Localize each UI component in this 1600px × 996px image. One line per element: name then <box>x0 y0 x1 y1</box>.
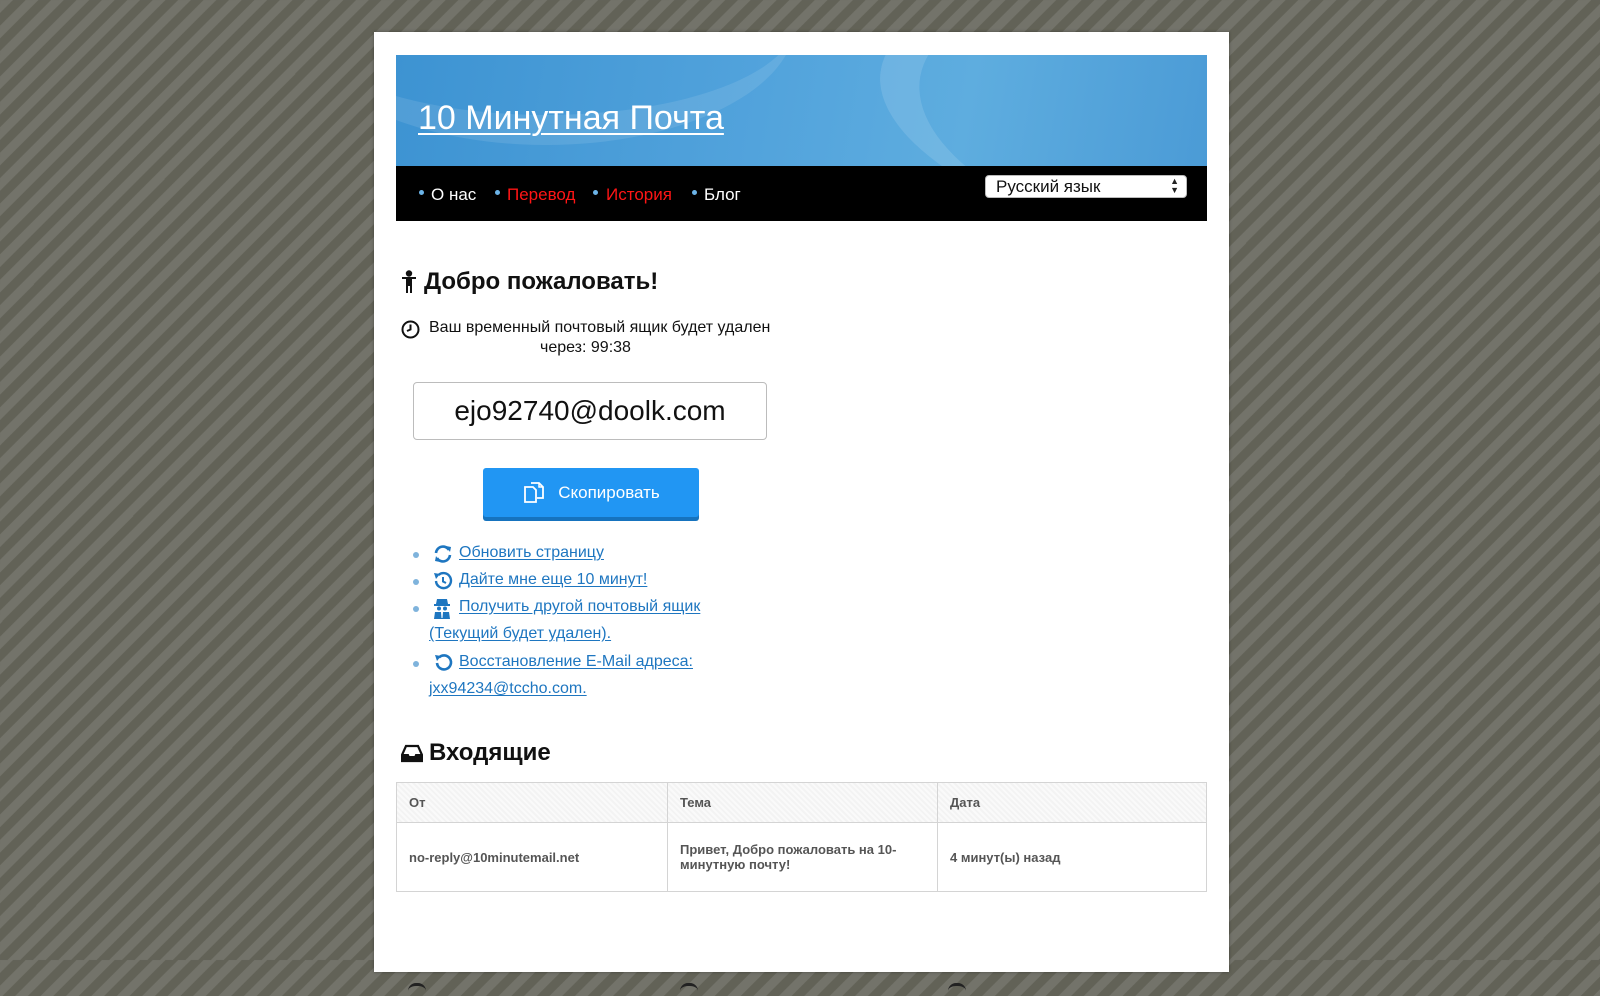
site-header <box>396 55 1207 166</box>
bullet-icon <box>495 190 500 195</box>
welcome-heading <box>400 268 658 296</box>
history-clock-icon <box>432 570 454 592</box>
person-icon <box>400 270 418 294</box>
bullet-icon <box>413 661 419 667</box>
bullet-icon <box>413 579 419 585</box>
partial-icon <box>680 983 698 996</box>
nav-item-about[interactable]: О нас <box>431 185 477 204</box>
recover-email-link[interactable]: Восстановление E-Mail адреса: <box>459 653 693 670</box>
refresh-page-link[interactable]: Обновить страницу <box>459 544 604 561</box>
recover-email-address-link[interactable]: jxx94234@tccho.com. <box>429 680 587 697</box>
inbox-heading <box>401 739 551 767</box>
column-header-date[interactable]: Дата <box>938 783 1206 822</box>
language-select-value: Русский язык <box>996 177 1101 196</box>
inbox-table <box>396 782 1207 892</box>
clock-icon <box>401 320 420 339</box>
copy-button[interactable] <box>483 468 699 517</box>
nav-item-translate[interactable]: Перевод <box>507 185 576 204</box>
new-mailbox-link[interactable]: Получить другой почтовый ящик <box>459 598 701 615</box>
partial-icon <box>948 983 966 996</box>
select-arrows-icon: ▲ ▼ <box>1170 176 1179 195</box>
bullet-icon <box>692 190 697 195</box>
message-from[interactable]: no-reply@10minutemail.net <box>409 850 580 865</box>
bullet-icon <box>419 190 424 195</box>
bullet-icon <box>413 606 419 612</box>
new-mailbox-link-note[interactable]: (Текущий будет удален). <box>429 625 612 642</box>
partial-icon <box>408 983 426 996</box>
bullet-icon <box>593 190 598 195</box>
column-header-from[interactable]: От <box>397 783 667 822</box>
page-container <box>374 32 1229 972</box>
nav-item-blog[interactable]: Блог <box>704 185 741 204</box>
language-select[interactable] <box>985 175 1187 198</box>
message-subject[interactable] <box>668 842 937 872</box>
inbox-title: Входящие <box>429 739 551 766</box>
message-date[interactable]: 4 минут(ы) назад <box>950 850 1061 865</box>
spy-icon <box>432 597 452 619</box>
refresh-icon <box>432 543 454 565</box>
copy-button-label: Скопировать <box>558 482 660 502</box>
extend-time-link[interactable]: Дайте мне еще 10 минут! <box>459 571 648 588</box>
nav-item-history[interactable]: История <box>606 185 672 204</box>
bullet-icon <box>413 552 419 558</box>
site-title-link[interactable]: 10 Минутная Почта <box>418 99 724 137</box>
nav-bar <box>396 166 1207 221</box>
timer-text: Ваш временный почтовый ящик будет удален <box>429 319 771 336</box>
copy-icon <box>522 481 546 505</box>
welcome-title: Добро пожаловать! <box>424 268 659 295</box>
message-subject-line: минутную почту! <box>680 857 791 872</box>
restore-icon <box>432 652 454 674</box>
inbox-icon <box>401 743 423 763</box>
timer-countdown: через: 99:38 <box>540 339 631 356</box>
column-header-subject[interactable]: Тема <box>668 783 937 822</box>
email-address-field[interactable]: ejo92740@doolk.com <box>413 382 767 440</box>
message-subject-line: Привет, Добро пожаловать на 10- <box>680 842 897 857</box>
